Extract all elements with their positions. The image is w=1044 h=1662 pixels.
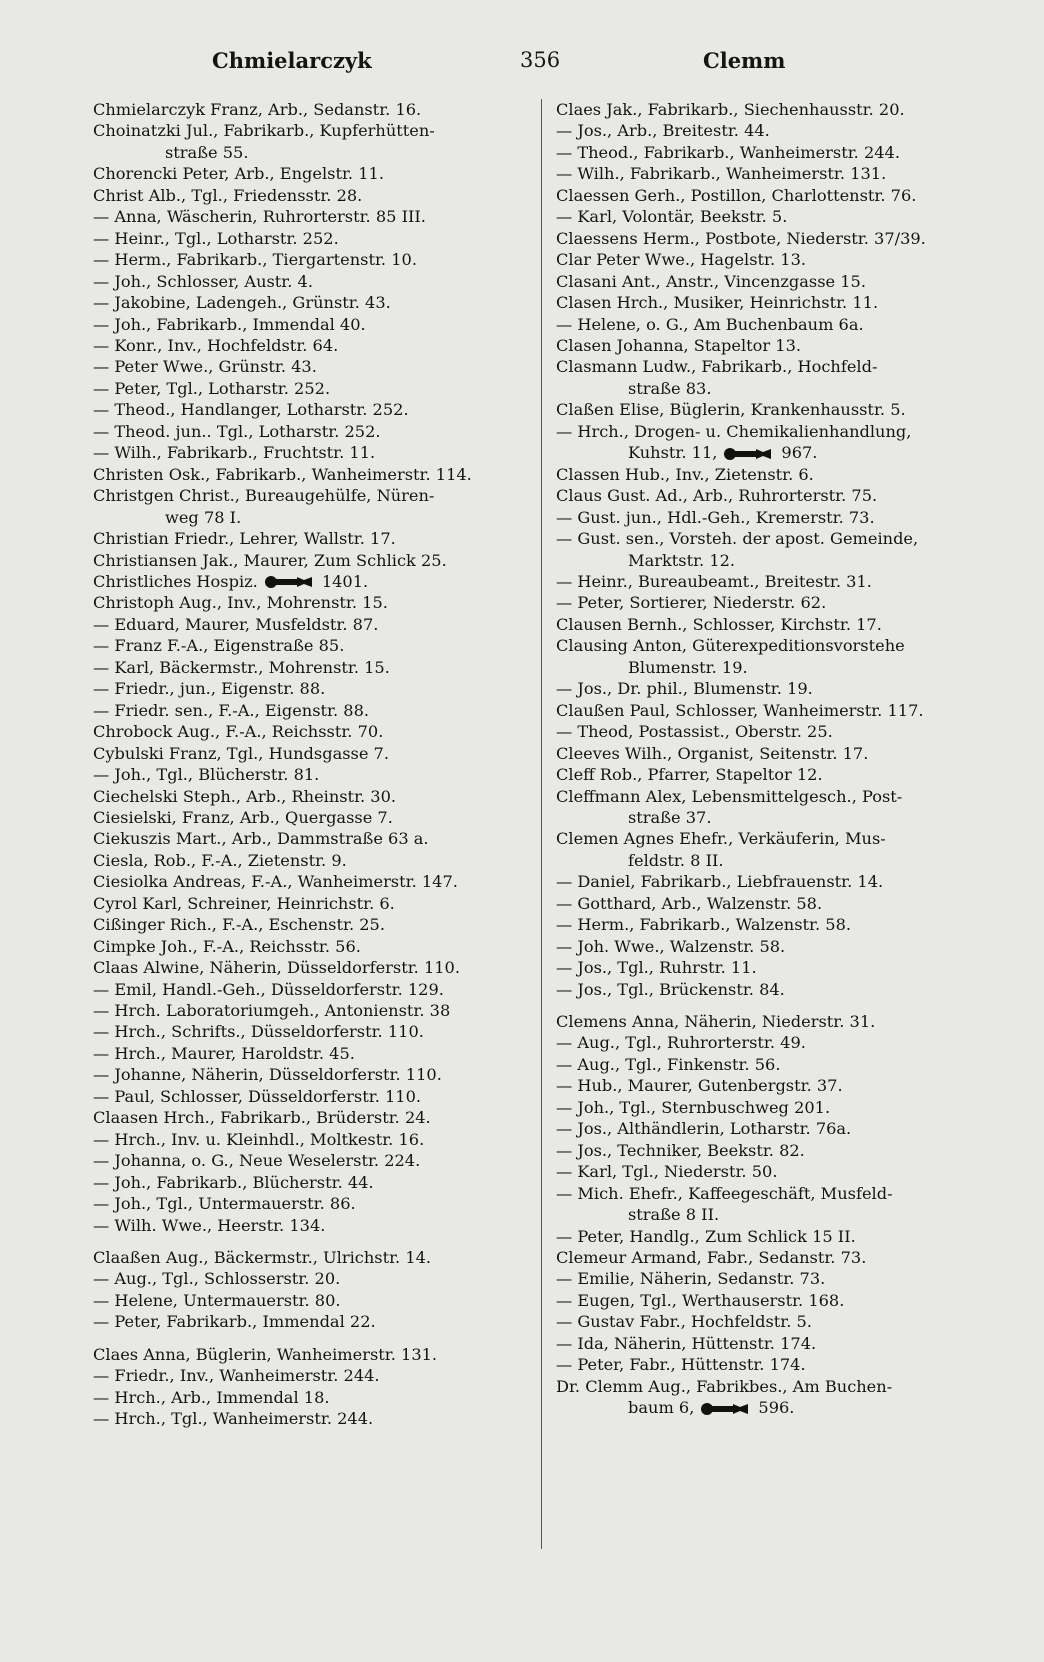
entry-text: — Daniel, Fabrikarb., Liebfrauenstr. 14.	[556, 872, 884, 892]
directory-entry	[93, 657, 513, 678]
directory-entry	[93, 292, 513, 313]
telephone-symbol-icon	[700, 1402, 752, 1416]
directory-entry	[93, 485, 513, 506]
directory-entry	[93, 1247, 513, 1268]
directory-entry	[93, 1086, 513, 1107]
directory-entry	[93, 1064, 513, 1085]
directory-entry	[556, 185, 976, 206]
entry-text: — Jos., Dr. phil., Blumenstr. 19.	[556, 679, 813, 699]
directory-entry	[556, 249, 976, 270]
directory-entry	[93, 1365, 513, 1386]
directory-entry	[556, 271, 976, 292]
entry-text: Marktstr. 12.	[628, 550, 736, 570]
entry-text: — Joh., Fabrikarb., Immendal 40.	[93, 314, 366, 334]
entry-text: Claessens Herm., Postbote, Niederstr. 37/39.	[556, 228, 926, 248]
directory-entry	[556, 1183, 976, 1204]
directory-entry	[93, 1000, 513, 1021]
entry-text: — Jos., Tgl., Brückenstr. 84.	[556, 979, 785, 999]
entry-text: straße 55.	[165, 142, 249, 162]
directory-entry-continuation	[556, 850, 976, 871]
entry-text: Chmielarczyk Franz, Arb., Sedanstr. 16.	[93, 100, 422, 119]
directory-entry-continuation	[556, 807, 976, 828]
entry-text: — Peter, Handlg., Zum Schlick 15 II.	[556, 1226, 856, 1246]
phone-number: 1401.	[321, 571, 369, 591]
entry-text: Ciesielski, Franz, Arb., Quergasse 7.	[93, 807, 393, 827]
directory-entry	[556, 464, 976, 485]
entry-text: — Friedr., jun., Eigenstr. 88.	[93, 679, 326, 699]
directory-entry-continuation	[556, 378, 976, 399]
directory-entry	[93, 206, 513, 227]
directory-entry	[556, 1097, 976, 1118]
directory-entry	[556, 1376, 976, 1397]
entry-text: Claas Alwine, Näherin, Düsseldorferstr. 110.	[93, 958, 460, 978]
entry-text: — Hub., Maurer, Gutenbergstr. 37.	[556, 1076, 843, 1096]
directory-entry	[556, 142, 976, 163]
directory-entry	[556, 786, 976, 807]
entry-text: Ciesla, Rob., F.-A., Zietenstr. 9.	[93, 850, 347, 870]
entry-text: — Wilh., Fabrikarb., Fruchtstr. 11.	[93, 443, 376, 463]
entry-text: weg 78 I.	[165, 507, 242, 527]
directory-entry	[556, 399, 976, 420]
directory-entry	[93, 528, 513, 549]
entry-text: Claaßen Aug., Bäckermstr., Ulrichstr. 14.	[93, 1248, 432, 1268]
directory-entry	[556, 1268, 976, 1289]
entry-text: — Peter, Sortierer, Niederstr. 62.	[556, 593, 827, 613]
entry-text: Claus Gust. Ad., Arb., Ruhrorterstr. 75.	[556, 486, 878, 506]
directory-entry	[93, 249, 513, 270]
directory-entry	[556, 1140, 976, 1161]
entry-text: — Hrch., Schrifts., Düsseldorferstr. 110.	[93, 1022, 424, 1042]
entry-text: — Friedr. sen., F.-A., Eigenstr. 88.	[93, 700, 370, 720]
entry-text: Clausen Bernh., Schlosser, Kirchstr. 17.	[556, 614, 882, 634]
entry-text: — Wilh. Wwe., Heerstr. 134.	[93, 1215, 326, 1235]
entry-text: Cleeves Wilh., Organist, Seitenstr. 17.	[556, 743, 869, 763]
directory-entry	[556, 764, 976, 785]
directory-entry	[93, 1021, 513, 1042]
directory-entry-continuation	[556, 1397, 976, 1418]
entry-text: Christen Osk., Fabrikarb., Wanheimerstr. 114.	[93, 464, 472, 484]
entry-text: — Friedr., Inv., Wanheimerstr. 244.	[93, 1366, 380, 1386]
entry-text: — Johanna, o. G., Neue Weselerstr. 224.	[93, 1151, 421, 1171]
directory-entry	[93, 743, 513, 764]
directory-entry	[93, 1387, 513, 1408]
phone-number: 596.	[758, 1398, 795, 1418]
directory-entry	[93, 893, 513, 914]
directory-entry	[93, 807, 513, 828]
directory-entry	[556, 421, 976, 442]
directory-entry-continuation	[556, 1204, 976, 1225]
entry-text: Chorencki Peter, Arb., Engelstr. 11.	[93, 164, 384, 184]
directory-entry	[556, 936, 976, 957]
entry-text: — Eugen, Tgl., Werthauserstr. 168.	[556, 1290, 845, 1310]
entry-text: — Theod, Postassist., Oberstr. 25.	[556, 722, 833, 742]
phone-number: 967.	[781, 443, 818, 463]
directory-entry	[93, 1129, 513, 1150]
entry-text: — Karl, Tgl., Niederstr. 50.	[556, 1162, 778, 1182]
entry-text: Ciechelski Steph., Arb., Rheinstr. 30.	[93, 786, 397, 806]
directory-entry	[556, 957, 976, 978]
directory-entry	[556, 592, 976, 613]
directory-entry	[556, 893, 976, 914]
entry-text: — Peter, Tgl., Lotharstr. 252.	[93, 378, 331, 398]
entry-text: Claessen Gerh., Postillon, Charlottenstr. 76.	[556, 185, 917, 205]
directory-entry	[93, 1215, 513, 1236]
directory-entry	[93, 228, 513, 249]
directory-entry	[93, 356, 513, 377]
directory-entry	[93, 635, 513, 656]
entry-text: Christliches Hospiz.	[93, 571, 258, 591]
directory-entry	[556, 571, 976, 592]
directory-entry	[556, 485, 976, 506]
header-last-entry: Clemm	[703, 48, 786, 73]
entry-text: — Herm., Fabrikarb., Tiergartenstr. 10.	[93, 250, 417, 270]
directory-entry	[556, 507, 976, 528]
directory-entry	[556, 528, 976, 549]
entry-text: Claasen Hrch., Fabrikarb., Brüderstr. 24.	[93, 1108, 431, 1128]
entry-text: — Karl, Volontär, Beekstr. 5.	[556, 207, 788, 227]
entry-text: Ciesiolka Andreas, F.-A., Wanheimerstr. 147.	[93, 872, 458, 892]
left-column	[93, 99, 513, 1430]
entry-text: Clasen Hrch., Musiker, Heinrichstr. 11.	[556, 293, 879, 313]
directory-entry	[93, 1290, 513, 1311]
entry-text: — Jos., Tgl., Ruhrstr. 11.	[556, 958, 757, 978]
entry-text: Christoph Aug., Inv., Mohrenstr. 15.	[93, 593, 388, 613]
entry-text: — Wilh., Fabrikarb., Wanheimerstr. 131.	[556, 164, 887, 184]
entry-text: Cißinger Rich., F.-A., Eschenstr. 25.	[93, 915, 385, 935]
entry-text: — Joh. Wwe., Walzenstr. 58.	[556, 936, 786, 956]
directory-entry-continuation	[556, 657, 976, 678]
directory-entry	[93, 1344, 513, 1365]
directory-entry	[556, 1011, 976, 1032]
entry-text: Clar Peter Wwe., Hagelstr. 13.	[556, 250, 807, 270]
entry-text: Clausing Anton, Güterexpeditionsvorstehe	[556, 636, 905, 656]
directory-entry	[556, 1354, 976, 1375]
entry-text: — Emilie, Näherin, Sedanstr. 73.	[556, 1269, 826, 1289]
entry-text: Clasani Ant., Anstr., Vincenzgasse 15.	[556, 271, 867, 291]
directory-entry	[93, 764, 513, 785]
directory-entry	[556, 1311, 976, 1332]
directory-entry	[93, 271, 513, 292]
directory-entry	[93, 1172, 513, 1193]
entry-text: — Theod., Fabrikarb., Wanheimerstr. 244.	[556, 142, 900, 162]
entry-text: — Hrch., Arb., Immendal 18.	[93, 1387, 330, 1407]
entry-text: — Theod. jun.. Tgl., Lotharstr. 252.	[93, 421, 381, 441]
entry-text: — Peter Wwe., Grünstr. 43.	[93, 357, 317, 377]
entry-text: — Gotthard, Arb., Walzenstr. 58.	[556, 893, 823, 913]
entry-text: — Gustav Fabr., Hochfeldstr. 5.	[556, 1312, 812, 1332]
entry-text: Dr. Clemm Aug., Fabrikbes., Am Buchen-	[556, 1376, 893, 1396]
directory-entry	[93, 979, 513, 1000]
directory-entry	[556, 678, 976, 699]
entry-text: — Joh., Fabrikarb., Blücherstr. 44.	[93, 1172, 374, 1192]
entry-text: Chrobock Aug., F.-A., Reichsstr. 70.	[93, 722, 384, 742]
directory-entry-continuation	[93, 142, 513, 163]
entry-text: — Hrch. Laboratoriumgeh., Antonienstr. 38	[93, 1001, 451, 1021]
entry-text: Claußen Paul, Schlosser, Wanheimerstr. 117.	[556, 700, 924, 720]
entry-text: — Theod., Handlanger, Lotharstr. 252.	[93, 400, 409, 420]
entry-text: straße 37.	[628, 807, 712, 827]
directory-entry	[556, 335, 976, 356]
directory-entry	[556, 743, 976, 764]
directory-entry-continuation	[556, 550, 976, 571]
entry-text: — Johanne, Näherin, Düsseldorferstr. 110.	[93, 1065, 442, 1085]
directory-entry	[556, 292, 976, 313]
directory-entry	[93, 335, 513, 356]
directory-entry	[556, 206, 976, 227]
entry-text: Christiansen Jak., Maurer, Zum Schlick 25.	[93, 550, 447, 570]
directory-entry	[93, 185, 513, 206]
entry-text: — Heinr., Tgl., Lotharstr. 252.	[93, 228, 339, 248]
directory-entry	[556, 228, 976, 249]
directory-entry	[93, 828, 513, 849]
directory-entry	[93, 957, 513, 978]
directory-entry	[93, 700, 513, 721]
directory-entry	[556, 1290, 976, 1311]
entry-text: Claßen Elise, Büglerin, Krankenhausstr. 5.	[556, 400, 906, 420]
directory-entry	[556, 1032, 976, 1053]
directory-entry	[556, 1054, 976, 1075]
entry-text: Cleffmann Alex, Lebensmittelgesch., Post-	[556, 786, 903, 806]
header-first-entry: Chmielarczyk	[212, 48, 372, 73]
entry-text: — Jos., Techniker, Beekstr. 82.	[556, 1140, 805, 1160]
directory-entry	[93, 421, 513, 442]
entry-text: Christian Friedr., Lehrer, Wallstr. 17.	[93, 529, 396, 549]
entry-text: Clasen Johanna, Stapeltor 13.	[556, 335, 802, 355]
directory-entry	[556, 1226, 976, 1247]
entry-text: feldstr. 8 II.	[628, 850, 724, 870]
telephone-symbol-icon	[264, 575, 316, 589]
entry-text: — Anna, Wäscherin, Ruhrorterstr. 85 III.	[93, 207, 426, 227]
entry-text: Cybulski Franz, Tgl., Hundsgasse 7.	[93, 743, 390, 763]
entry-text: straße 8 II.	[628, 1205, 720, 1225]
entry-text: Cleff Rob., Pfarrer, Stapeltor 12.	[556, 765, 823, 785]
directory-entry	[93, 914, 513, 935]
directory-entry	[556, 721, 976, 742]
directory-entry	[93, 99, 513, 120]
entry-text: — Hrch., Drogen- u. Chemikalienhandlung,	[556, 421, 912, 441]
directory-entry	[556, 635, 976, 656]
directory-entry	[556, 614, 976, 635]
directory-entry	[93, 1408, 513, 1429]
entry-text: Classen Hub., Inv., Zietenstr. 6.	[556, 464, 814, 484]
entry-text: — Gust. jun., Hdl.-Geh., Kremerstr. 73.	[556, 507, 875, 527]
directory-entry	[93, 120, 513, 141]
entry-text: — Joh., Tgl., Untermauerstr. 86.	[93, 1194, 356, 1214]
directory-entry	[556, 1075, 976, 1096]
directory-entry	[556, 314, 976, 335]
directory-entry	[556, 1161, 976, 1182]
directory-entry	[556, 99, 976, 120]
directory-entry	[556, 914, 976, 935]
directory-entry	[556, 871, 976, 892]
directory-entry	[93, 1043, 513, 1064]
entry-text: — Joh., Schlosser, Austr. 4.	[93, 271, 313, 291]
directory-entry	[556, 1247, 976, 1268]
entry-text: Kuhstr. 11,	[628, 443, 718, 463]
directory-entry	[93, 442, 513, 463]
directory-entry	[556, 120, 976, 141]
entry-text: — Helene, Untermauerstr. 80.	[93, 1290, 341, 1310]
directory-entry	[93, 464, 513, 485]
directory-entry	[556, 979, 976, 1000]
directory-entry	[93, 1268, 513, 1289]
entry-text: — Konr., Inv., Hochfeldstr. 64.	[93, 335, 339, 355]
entry-text: — Ida, Näherin, Hüttenstr. 174.	[556, 1333, 817, 1353]
directory-entry	[556, 163, 976, 184]
entry-text: — Aug., Tgl., Ruhrorterstr. 49.	[556, 1033, 806, 1053]
entry-text: — Hrch., Inv. u. Kleinhdl., Moltkestr. 16.	[93, 1129, 425, 1149]
entry-text: — Mich. Ehefr., Kaffeegeschäft, Musfeld-	[556, 1183, 893, 1203]
directory-entry	[556, 356, 976, 377]
entry-text: Claes Anna, Büglerin, Wanheimerstr. 131.	[93, 1344, 438, 1364]
directory-entry	[556, 828, 976, 849]
directory-entry	[93, 1193, 513, 1214]
entry-text: — Paul, Schlosser, Düsseldorferstr. 110.	[93, 1086, 422, 1106]
entry-text: — Hrch., Tgl., Wanheimerstr. 244.	[93, 1409, 374, 1429]
directory-entry	[93, 1107, 513, 1128]
directory-entry	[93, 314, 513, 335]
entry-text: Clemens Anna, Näherin, Niederstr. 31.	[556, 1012, 876, 1032]
entry-text: — Emil, Handl.-Geh., Düsseldorferstr. 129.	[93, 979, 444, 999]
directory-entry	[93, 571, 513, 592]
entry-text: Clasmann Ludw., Fabrikarb., Hochfeld-	[556, 357, 878, 377]
directory-entry	[556, 700, 976, 721]
entry-text: — Joh., Tgl., Blücherstr. 81.	[93, 765, 320, 785]
directory-entry	[556, 1118, 976, 1139]
entry-text: — Eduard, Maurer, Musfeldstr. 87.	[93, 614, 379, 634]
entry-text: — Herm., Fabrikarb., Walzenstr. 58.	[556, 915, 852, 935]
entry-text: — Jos., Althändlerin, Lotharstr. 76a.	[556, 1119, 852, 1139]
directory-entry	[93, 163, 513, 184]
entry-text: Choinatzki Jul., Fabrikarb., Kupferhütten-	[93, 121, 435, 141]
directory-entry	[93, 592, 513, 613]
entry-text: — Joh., Tgl., Sternbuschweg 201.	[556, 1097, 831, 1117]
entry-text: — Heinr., Bureaubeamt., Breitestr. 31.	[556, 571, 872, 591]
page-number: 356	[520, 48, 561, 72]
entry-text: Cimpke Joh., F.-A., Reichsstr. 56.	[93, 936, 361, 956]
entry-text: — Jakobine, Ladengeh., Grünstr. 43.	[93, 293, 391, 313]
entry-text: Clemen Agnes Ehefr., Verkäuferin, Mus-	[556, 829, 886, 849]
page-header	[0, 48, 1044, 88]
entry-text: straße 83.	[628, 378, 712, 398]
telephone-symbol-icon	[723, 447, 775, 461]
directory-entry	[93, 721, 513, 742]
directory-entry	[93, 550, 513, 571]
directory-entry	[93, 1311, 513, 1332]
entry-text: Blumenstr. 19.	[628, 657, 748, 677]
directory-entry	[93, 1150, 513, 1171]
entry-text: Christgen Christ., Bureaugehülfe, Nüren-	[93, 486, 435, 506]
entry-text: — Helene, o. G., Am Buchenbaum 6a.	[556, 314, 864, 334]
column-divider	[541, 99, 542, 1549]
directory-entry	[93, 399, 513, 420]
directory-entry	[93, 871, 513, 892]
right-column	[556, 99, 976, 1419]
entry-text: — Aug., Tgl., Finkenstr. 56.	[556, 1054, 781, 1074]
directory-entry	[93, 936, 513, 957]
directory-entry-continuation	[556, 442, 976, 463]
entry-text: Cyrol Karl, Schreiner, Heinrichstr. 6.	[93, 893, 395, 913]
entry-text: — Karl, Bäckermstr., Mohrenstr. 15.	[93, 657, 390, 677]
entry-text: baum 6,	[628, 1398, 695, 1418]
entry-text: — Gust. sen., Vorsteh. der apost. Gemeinde,	[556, 529, 919, 549]
entry-text: Claes Jak., Fabrikarb., Siechenhausstr. 20.	[556, 100, 905, 119]
entry-text: Clemeur Armand, Fabr., Sedanstr. 73.	[556, 1248, 867, 1268]
entry-text: — Peter, Fabrikarb., Immendal 22.	[93, 1312, 376, 1332]
entry-text: — Franz F.-A., Eigenstraße 85.	[93, 636, 345, 656]
directory-entry-continuation	[93, 507, 513, 528]
entry-text: — Peter, Fabr., Hüttenstr. 174.	[556, 1355, 806, 1375]
directory-entry	[93, 378, 513, 399]
directory-entry	[93, 786, 513, 807]
entry-text: — Hrch., Maurer, Haroldstr. 45.	[93, 1043, 355, 1063]
entry-text: Ciekuszis Mart., Arb., Dammstraße 63 a.	[93, 829, 429, 849]
directory-entry	[556, 1333, 976, 1354]
entry-text: — Jos., Arb., Breitestr. 44.	[556, 121, 770, 141]
entry-text: — Aug., Tgl., Schlosserstr. 20.	[93, 1269, 341, 1289]
directory-entry	[93, 678, 513, 699]
directory-entry	[93, 850, 513, 871]
directory-entry	[93, 614, 513, 635]
entry-text: Christ Alb., Tgl., Friedensstr. 28.	[93, 185, 363, 205]
